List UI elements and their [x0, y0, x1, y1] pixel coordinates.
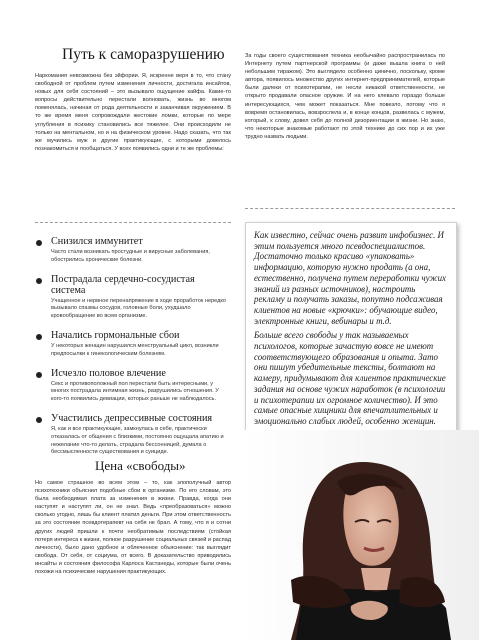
- bottom-text: Но самое страшное во всем этом – то, как злополучный автор психотехники объяснил подобные сбои в организме. По его словам, это была необходимая плата за изменения в жизни. Правда, когда они наступят и наступят ли, он не знал. Ведь «преобразоваться» можно сколько угодно, лишь бы клиент платил деньги. При этом ответственность за это состояние псевдотерапевт на себя не брал. А тому, что я и сотни других людей пришли к почти необратимым последствиям (стойкая потеря интереса к жизни, полное разрушение социальных связей и распад личности), было дано удобное и облеченное объяснение: так выглядит свобода. От себя, от социума, от всего. В доказательство приводились инсайты и состояния философа Карлоса Кастанеды, которые были очень похожи на психические нарушения практикующих.: [35, 480, 231, 576]
- quote-paragraph: Больше всего свободы у так называемых психологов, которые зачастую вовсе не имеют соответствующего образования и опыта. Зато они пишут убедительные тексты, болтают на камеру, придумывают для клиентов практические задания на основе чужих наработок (в психологии и психотерапии их огромное количество). И это самые опасные хищники для впечатлительных и эмоционально слабых людей, особенно женщин.: [254, 330, 446, 426]
- bullet-icon: [36, 278, 42, 284]
- list-item-title: Участились депрессивные состояния: [51, 412, 213, 424]
- bullet-icon: [36, 240, 42, 246]
- intro-left-text: Наркомания невозможна без эйфории. Я, искренне веря в то, что стану свободной от проблем путем изменения личности, достигала инсайтов, новых для себя состояний – это вызывало ощущение кайфа. Какие-то вопросы действительно перестали волновать, жизнь во многом поменялась, начиная от рода деятельности и заканчивая окружением. В то же время меня сопровождали жестокие ломки, которые по мере углубления в психику становились все тяжелее. Они происходили не только на ментальном, но и на физическом уровне. Надо сказать, что так же мучились муж и другие практикующие, с которыми довелось познакомиться и пообщаться. У всех появились одни и те же проблемы:: [35, 73, 231, 152]
- section-title: Цена «свободы»: [95, 458, 186, 473]
- divider-right: [245, 208, 455, 209]
- symptom-list: [35, 236, 230, 466]
- list-item-text: У некоторых женщин нарушился менструальный цикл, возникли предпосылки к гинекологическим болезням.: [51, 342, 219, 357]
- list-item-title: Снизился иммунитет: [51, 236, 143, 247]
- list-item-text: Секс и противоположный пол перестали быть интересными, у многих пострадала интимная жизнь, разрушились отношения. У кого-то появились девиации, которых раньше не наблюдалось.: [51, 380, 219, 403]
- quote-text: [254, 230, 448, 431]
- bottom-column: [35, 479, 231, 576]
- section-title: Путь к саморазрушению: [62, 46, 225, 63]
- list-item-text: Часто стали возникать простудные и вирусные заболевания, обострились хронические болезни.: [51, 249, 210, 263]
- photo-illustration: [241, 430, 479, 640]
- list-item: [35, 236, 230, 265]
- intro-right-text: За годы своего существования техника необычайно распространилась по Интернету путем партнерской программы (и даже вышла книга о ней небольшим тиражом). Это выглядело особенно цинично, поскольку, кроме автора, появилось множество других интернет-предпринимателей, которые были далеки от психотерапии, не несли никакой ответственности, не открыто продавали опасное оружие. И на него клевало гораздо больше интересующихся, чем может показаться. Мне повезло, потому что я вовремя остановилась, вовзрослела и, в конце концов, развелась с мужем, который, к слову, довел себя до полной дезориентации в жизни. Но знаю, что некоторые знакомые работают по этой технике до сих пор и их уже трудно назвать людьми.: [245, 53, 445, 140]
- list-item-text: Учащенное и нервное перенапряжение в ходе проработок нередко вызывало спазмы сосудов, головные боли, ухудшало кровообращение во всем организме.: [51, 297, 227, 320]
- intro-left-column: [35, 72, 231, 153]
- list-item-text: Я, как и все практикующие, замкнулась в себе, практически отказалась от общения с близкими, постоянно ощущала апатию и нежелание что-то делать, страдала бессонницей, думала о бессмысленности существования и суициде.: [51, 425, 224, 456]
- list-item-title: Пострадала сердечно-сосудистая система: [51, 273, 195, 296]
- quote-box: [245, 222, 457, 434]
- bullet-icon: [36, 372, 42, 378]
- list-item-title: Исчезло половое влечение: [51, 367, 166, 379]
- list-item: [35, 368, 230, 404]
- intro-right-column: [245, 52, 445, 141]
- list-item-title: Начались гормональные сбои: [51, 329, 180, 341]
- bullet-icon: [36, 334, 42, 340]
- list-item: [35, 274, 230, 321]
- bullet-icon: [36, 417, 42, 423]
- woman-portrait-photo: [241, 430, 479, 640]
- quote-paragraph: Как известно, сейчас очень развит инфобизнес. И этим пользуется много псевдоспециалистов. Достаточно только красиво «упаковать» информацию, которую нужно продать (а она, естественно, получена путем переработки чужих знаний из разных источников), настроить рекламу и получать заказы, попутно подсаживая клиентов на новые «крючки»: обучающие видео, электронные книги, вебинары и т.д.: [254, 230, 446, 326]
- divider-left: [35, 222, 231, 223]
- list-item: [35, 330, 230, 359]
- list-item: [35, 413, 230, 457]
